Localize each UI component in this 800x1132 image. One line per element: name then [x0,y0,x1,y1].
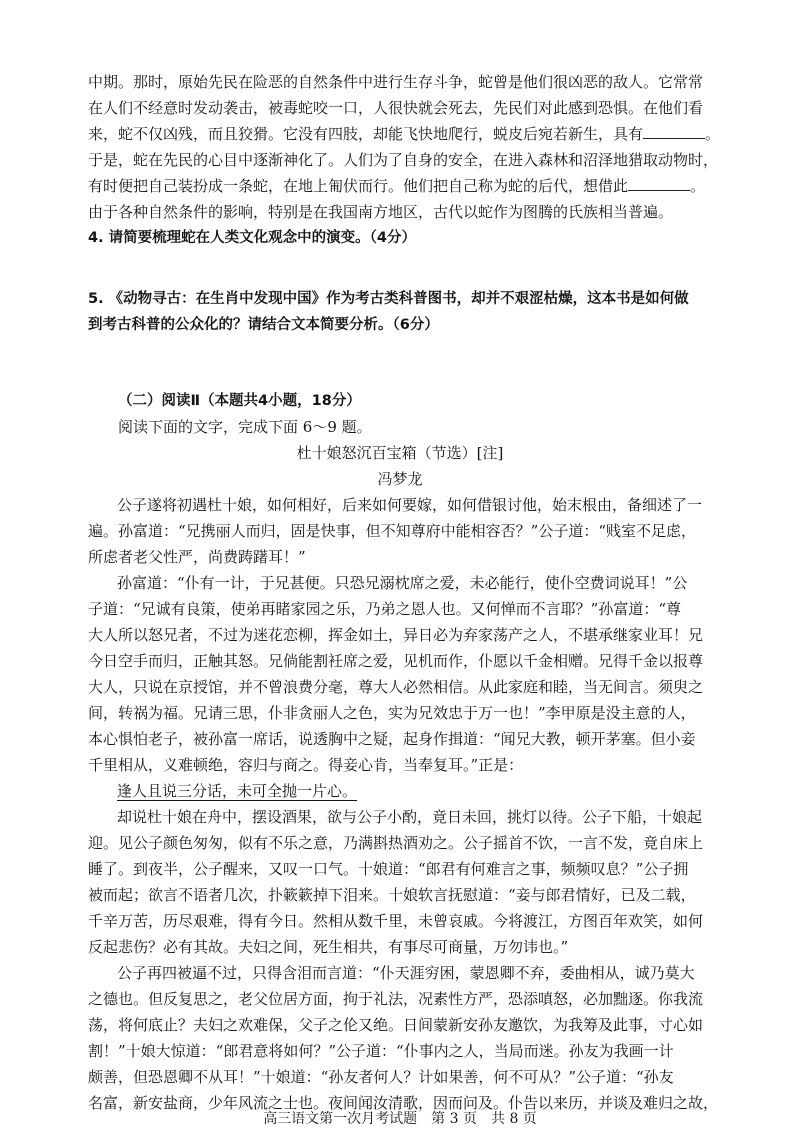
story-line: 公子再四被逼不过，只得含泪而言道：“仆天涯穷困，蒙恩卿不弃，委曲相从，诚乃莫大 [117,964,695,982]
story-line: 睡了。到夜半，公子醒来，又叹一口气。十娘道：“郎君有何难言之事，频频叹息？”公子拥 [88,860,689,878]
passage1-line [88,173,705,199]
passage1-line-text: 来，蛇不仅凶残，而且狡猾。它没有四肢，却能飞快地爬行，蜕皮后宛若新生，具有 [88,125,644,143]
story-line: 颇善，但恐恩卿不从耳！”十娘道：“孙友者何人？计如果善，何不可从？”公子道：“孙友 [88,1068,674,1086]
story-line: 名富，新安盐商，少年风流之士也。夜间闻汝清歌，因而问及。仆告以来历，并谈及难归之故， [88,1094,719,1112]
story-line: 子道：“兄诚有良策，使弟再睹家园之乐，乃弟之恩人也。又何惮而不言耶？”孙富道：“尊 [88,600,682,618]
story-line: 大人所以怒兄者，不过为迷花恋柳，挥金如土，异日必为弃家荡产之人，不堪承继家业耳！兄 [88,626,704,644]
blank-period: 。 [705,125,721,143]
underlined-couplet: 逢人且说三分话，未可全抛一片心。 [117,782,358,800]
story-line: 之德也。但反复思之，老父位居方面，拘于礼法，况素性方严，恐添嗔怒，必加黜逐。你我流 [88,990,704,1008]
story-line: 千辛万苦，历尽艰难，得有今日。然相从数千里，未曾哀戚。今将渡江，方图百年欢笑，如何 [88,912,704,930]
passage1-line: 由于各种自然条件的影响，特别是在我国南方地区，古代以蛇作为图腾的氏族相当普遍。 [88,203,674,221]
story-line: 间，转祸为福。兄请三思，仆非贪丽人之色，实为兄效忠于万一也！”李甲原是没主意的人， [88,704,696,722]
passage1-line: 中期。那时，原始先民在险恶的自然条件中进行生存斗争，蛇曾是他们很凶恶的敌人。它常常 [88,73,704,91]
story-author: 冯梦龙 [377,470,423,488]
page-footer: 高三语文第一次月考试题 第 3 页 共 8 页 [263,1111,537,1127]
answer-blank[interactable] [628,174,690,191]
answer-blank[interactable] [643,122,705,139]
story-line: 割！”十娘大惊道：“郎君意将如何？”公子道：“仆事内之人，当局而迷。孙友为我画一计 [88,1042,674,1060]
story-line: 荡，将何底止？夫妇之欢难保，父子之伦又绝。日间蒙新安孙友邀饮，为我筹及此事，寸心如 [88,1016,704,1034]
story-line: 公子遂将初遇杜十娘，如何相好，后来如何要嫁，如何借银讨他，始末根由，备细述了一 [117,496,703,514]
story-line: 所虑者老父性严，尚费踌躇耳！” [88,548,306,566]
section-heading: （二）阅读Ⅱ（本题共4小题，18分） [118,393,361,409]
story-line: 孙富道：“仆有一计，于兄甚便。只恐兄溺枕席之爱，未必能行，使仆空费词说耳！”公 [117,574,688,592]
story-line: 迎。见公子颜色匆匆，似有不乐之意，乃满斟热酒劝之。公子摇首不饮，一言不发，竟自床上 [88,834,704,852]
story-line: 大人，只说在京授馆，并不曾浪费分毫，尊大人必然相信。从此家庭和睦，当无间言。须臾之 [88,678,704,696]
passage1-line [88,121,720,147]
story-line: 反起悲伤？必有其故。夫妇之间，死生相共，有事尽可商量，万勿讳也。” [88,938,569,956]
story-line: 却说杜十娘在舟中，摆设酒果，欲与公子小酌，竟日未回，挑灯以待。公子下船，十娘起 [117,808,703,826]
passage1-line: 于是，蛇在先民的心目中逐渐神化了。人们为了自身的安全，在进入森林和沼泽地猎取动物时， [88,151,719,169]
blank-period: 。 [690,177,706,195]
passage1-line: 在人们不经意时发动袭击，被毒蛇咬一口，人很快就会死去，先民们对此感到恐惧。在他们看 [88,99,704,117]
story-title: 杜十娘怒沉百宝箱（节选）[注] [296,444,504,462]
story-line: 遍。孙富道：“兄携丽人而归，固是快事，但不知尊府中能相容否？”公子道：“贱室不足虑， [88,522,697,540]
story-line: 今日空手而归，正触其怒。兄倘能割衽席之爱，见机而作，仆愿以千金相赠。兄得千金以报尊 [88,652,704,670]
passage1-line-text: 有时便把自己装扮成一条蛇，在地上匍伏而行。他们把自己称为蛇的后代，想借此 [88,177,629,195]
question-5-line-2: 到考古科普的公众化的？请结合文本简要分析。（6分） [88,317,439,333]
story-line: 千里相从，义难顿绝，容归与商之。得妾心肯，当奉复耳。”正是： [88,756,524,774]
section-instruction: 阅读下面的文字，完成下面 6～9 题。 [118,418,372,436]
story-line: 本心惧怕老子，被孙富一席话，说透胸中之疑，起身作揖道：“闻兄大教，顿开茅塞。但小妾 [88,730,696,748]
story-line: 被而起；欲言不语者几次，扑簌簌掉下泪来。十娘软言抚慰道：“妾与郎君情好，已及二载， [88,886,696,904]
question-5-line-1: 5. 《动物寻古：在生肖中发现中国》作为考古类科普图书，却并不艰涩枯燥，这本书是如何做 [88,291,689,307]
question-4: 4. 请简要梳理蛇在人类文化观念中的演变。（4分） [88,230,416,246]
